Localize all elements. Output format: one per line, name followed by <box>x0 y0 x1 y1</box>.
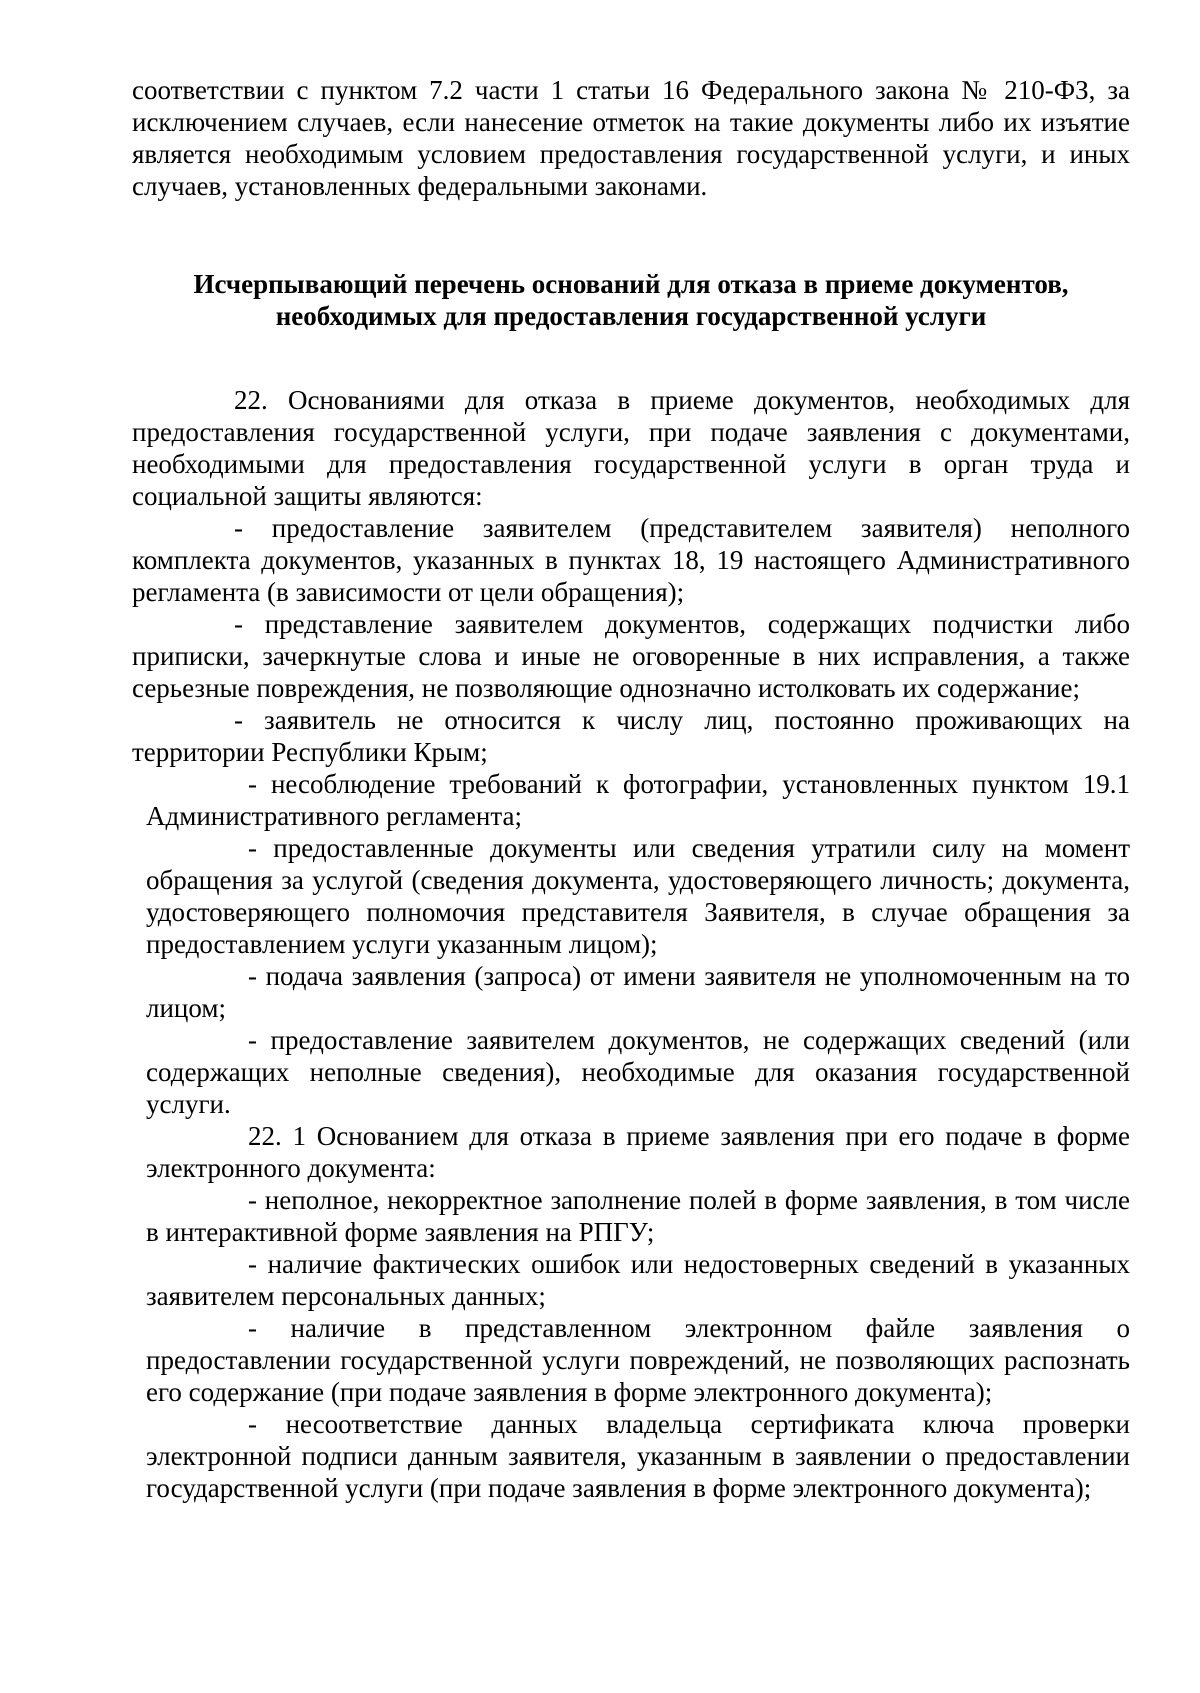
section-22-1-item-2: - наличие фактических ошибок или недостоверных сведений в указанных заявителем персональных данных; <box>146 1249 1130 1311</box>
section-22-item-5: - предоставленные документы или сведения утратили силу на момент обращения за услугой (сведения документа, удостоверяющего личность; документа, удостоверяющего полномочия представителя Заявителя, в случае обращения за предоставлением услуги указанным лицом); <box>146 833 1130 959</box>
section-22-item-3: - заявитель не относится к числу лиц, постоянно проживающих на территории Республики Крым; <box>132 705 1130 767</box>
section-22-item-4: - несоблюдение требований к фотографии, установленных пунктом 19.1 Административного регламента; <box>146 769 1130 831</box>
section-22-item-6: - подача заявления (запроса) от имени заявителя не уполномоченным на то лицом; <box>146 961 1130 1023</box>
section-heading-line-1: Исчерпывающий перечень оснований для отказа в приеме документов, <box>193 269 1069 299</box>
section-22-1-item-3: - наличие в представленном электронном файле заявления о предоставлении государственной услуги повреждений, не позволяющих распознать его содержание (при подаче заявления в форме электронного документа); <box>146 1313 1130 1407</box>
section-heading <box>132 268 1130 332</box>
section-22-1-lead: 22. 1 Основанием для отказа в приеме заявления при его подаче в форме электронного документа: <box>146 1121 1130 1183</box>
section-22-inset-block <box>132 768 1130 1120</box>
section-22 <box>132 384 1130 1120</box>
section-22-lead: 22. Основаниями для отказа в приеме документов, необходимых для предоставления государственной услуги, при подаче заявления с документами, необходимыми для предоставления государственной услуги в орган труда и социальной защиты являются: <box>132 385 1130 511</box>
section-22-item-1: - предоставление заявителем (представителем заявителя) неполного комплекта документов, указанных в пунктах 18, 19 настоящего Административного регламента (в зависимости от цели обращения); <box>132 513 1130 607</box>
section-heading-line-2: необходимых для предоставления государственной услуги <box>275 301 987 331</box>
intro-paragraph: соответствии с пунктом 7.2 части 1 статьи 16 Федерального закона № 210-ФЗ, за исключением случаев, если нанесение отметок на такие документы либо их изъятие является необходимым условием предоставления государственной услуги, и иных случаев, установленных федеральными законами. <box>132 75 1130 201</box>
section-22-item-2: - представление заявителем документов, содержащих подчистки либо приписки, зачеркнутые слова и иные не оговоренные в них исправления, а также серьезные повреждения, не позволяющие однозначно истолковать их содержание; <box>132 609 1130 703</box>
section-22-1-item-1: - неполное, некорректное заполнение полей в форме заявления, в том числе в интерактивной форме заявления на РПГУ; <box>146 1185 1130 1247</box>
section-22-item-7: - предоставление заявителем документов, не содержащих сведений (или содержащих неполные сведения), необходимые для оказания государственной услуги. <box>146 1025 1130 1119</box>
section-22-1-item-4: - несоответствие данных владельца сертификата ключа проверки электронной подписи данным заявителя, указанным в заявлении о предоставлении государственной услуги (при подаче заявления в форме электронного документа); <box>146 1409 1130 1503</box>
section-22-1 <box>132 1120 1130 1504</box>
